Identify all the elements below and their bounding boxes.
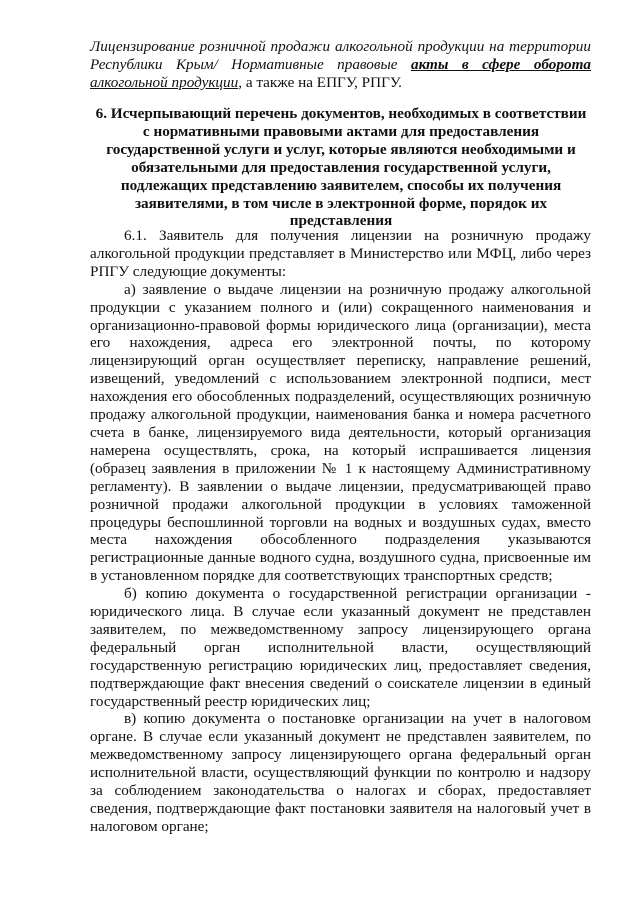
paragraph-6-1: 6.1. Заявитель для получения лицензии на розничную продажу алкогольной продукции представляет в Министерство или МФЦ, либо через РПГУ следующие документы: [90,227,591,280]
intro-paragraph [90,38,591,92]
intro-tail-text: , а также на ЕПГУ, РПГУ. [238,73,402,91]
section-body [90,227,591,836]
intro-acts-link-text: акты в сфере оборота [410,55,591,73]
paragraph-v: в) копию документа о постановке организации на учет в налоговом органе. В случае если указанный документ не представлен заявителем, по межведомственному запросу лицензирующего органа федеральный орган исполнительной власти, осуществляющий функции по контролю и надзору за соблюдением законодательства о налогах и сборах, предоставляет сведения, подтверждающие факт постановки заявителя на налоговый учет в налоговом органе; [90,710,591,835]
intro-alcohol-text: алкогольной продукции [90,73,239,91]
intro-italic-text: Лицензирование розничной продажи алкогольной продукции на территории Республики Крым/ Нормативные правовые [90,38,591,73]
paragraph-b: б) копию документа о государственной регистрации организации - юридического лица. В случае если указанный документ не представлен заявителем, по межведомственному запросу лицензирующего органа федеральный орган исполнительной власти, осуществляющий государственную регистрацию юридических лиц, предоставляет сведения, подтверждающие факт внесения сведений о соискателе лицензии в единый государственный реестр юридических лиц; [90,585,591,710]
paragraph-a: а) заявление о выдаче лицензии на розничную продажу алкогольной продукции с указанием полного и (или) сокращенного наименования и организационно-правовой формы юридического лица (организации), места его нахождения, адреса его электронной почты, по которому лицензирующий орган осуществляет переписку, направление решений, извещений, уведомлений с использованием электронной подписи, мест нахождения его обособленных подразделений, осуществляющих розничную продажу алкогольной продукции, наименования банка и номера расчетного счета в банке, лицензируемого вида деятельности, который организация намерена осуществлять, срока, на который испрашивается лицензия (образец заявления в приложении № 1 к настоящему Административному регламенту). В заявлении о выдаче лицензии, предусматривающей право розничной продажи алкогольной продукции в условиях таможенной процедуры беспошлинной торговли на водных и воздушных судах, вместо места нахождения обособленного подразделения указываются регистрационные данные водного судна, воздушного судна, присвоенные им в установленном порядке для соответствующих транспортных средств; [90,280,591,585]
section-heading: 6. Исчерпывающий перечень документов, необходимых в соответствии с нормативными правовыми актами для предоставления государственной услуги и услуг, которые являются необходимыми и обязательными для предоставления государственной услуги, подлежащих представлению заявителем, способы их получения заявителями, в том числе в электронной форме, порядок их представления [95,105,587,230]
